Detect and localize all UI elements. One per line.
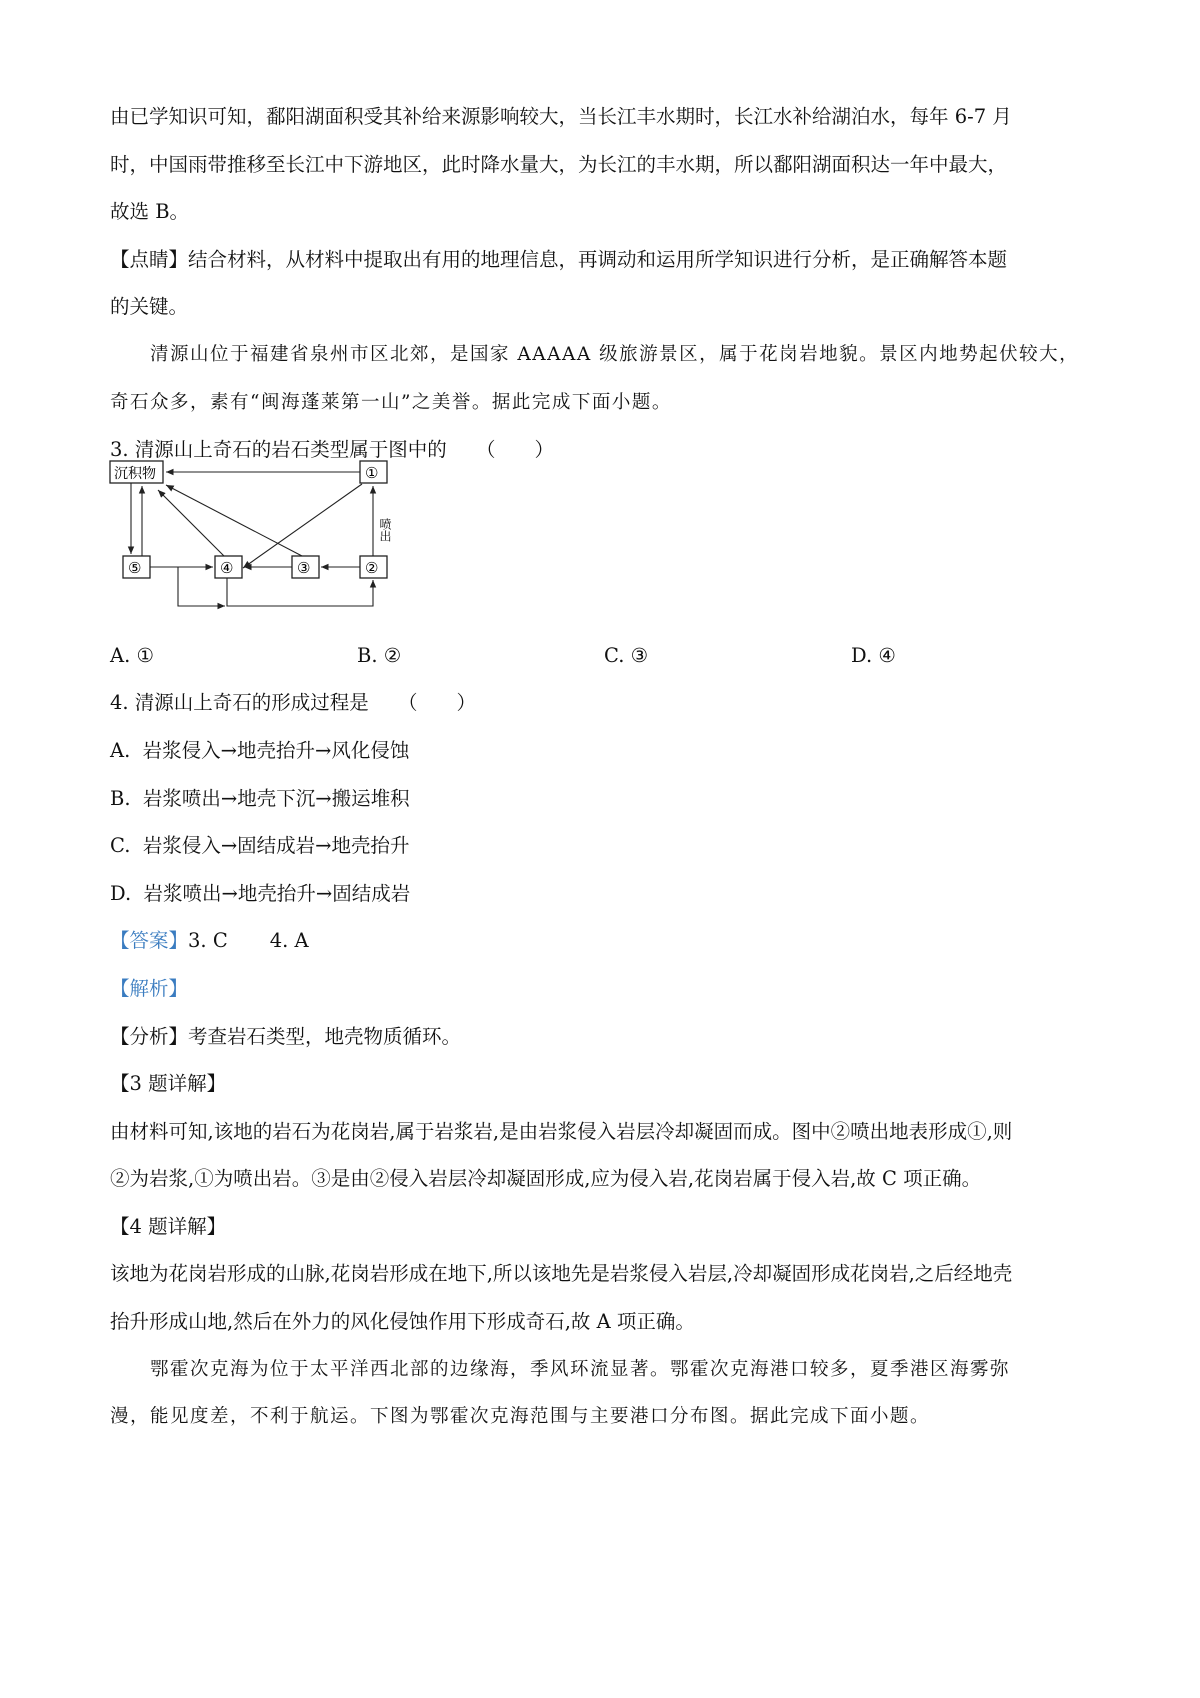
label-3: ③ bbox=[297, 558, 311, 577]
option-a: A. 岩浆侵入→地壳抬升→风化侵蚀 bbox=[110, 738, 410, 762]
rock-cycle-diagram bbox=[110, 463, 1100, 632]
material-line: 清源山位于福建省泉州市区北郊，是国家 AAAAA 级旅游景区，属于花岗岩地貌。景区内地势起伏较大， bbox=[150, 343, 1080, 365]
label-1: ① bbox=[365, 463, 379, 482]
arrow-4-sediment bbox=[158, 490, 224, 556]
jiexi-label: 【解析】 bbox=[110, 976, 189, 1000]
arrow-3-sediment bbox=[166, 485, 302, 556]
detail-3-title: 【3 题详解】 bbox=[110, 1072, 227, 1096]
question-3-options bbox=[110, 632, 1100, 680]
fenxi-line: 【分析】考查岩石类型，地壳物质循环。 bbox=[110, 1024, 462, 1048]
material-line: 漫，能见度差，不利于航运。下图为鄂霍次克海范围与主要港口分布图。据此完成下面小题。 bbox=[110, 1406, 931, 1428]
arrow-4-2 bbox=[227, 578, 373, 606]
label-5: ⑤ bbox=[128, 558, 142, 577]
option-d: D. 岩浆喷出→地壳抬升→固结成岩 bbox=[110, 881, 411, 905]
detail-3-line: 由材料可知,该地的岩石为花岗岩,属于岩浆岩,是由岩浆侵入岩层冷却凝固而成。图中②喷出地表形成①,则 bbox=[110, 1119, 1013, 1143]
option-c: C. ③ bbox=[604, 643, 649, 667]
label-sediment: 沉积物 bbox=[114, 465, 156, 482]
material-line: 鄂霍次克海为位于太平洋西北部的边缘海，季风环流显著。鄂霍次克海港口较多，夏季港区海雾弥 bbox=[150, 1358, 1011, 1380]
answer-4: 4. A bbox=[269, 929, 309, 953]
option-b: B. 岩浆喷出→地壳下沉→搬运堆积 bbox=[110, 786, 410, 810]
detail-4-title: 【4 题详解】 bbox=[110, 1214, 227, 1238]
detail-3-line: ②为岩浆,①为喷出岩。③是由②侵入岩层冷却凝固形成,应为侵入岩,花岗岩属于侵入岩,故 C 项正确。 bbox=[110, 1167, 982, 1191]
label-eruption: 喷出 bbox=[378, 517, 392, 542]
answer-line bbox=[110, 917, 1100, 965]
question-4-stem: 4. 清源山上奇石的形成过程是 （ ） bbox=[110, 691, 477, 715]
text-line: 时，中国雨带推移至长江中下游地区，此时降水量大，为长江的丰水期，所以鄱阳湖面积达一年中最大， bbox=[110, 152, 1008, 176]
option-a: A. ① bbox=[110, 643, 154, 667]
detail-4-line: 该地为花岗岩形成的山脉,花岗岩形成在地下,所以该地先是岩浆侵入岩层,冷却凝固形成花岗岩,之后经地壳 bbox=[110, 1262, 1013, 1286]
text-line: 由已学知识可知，鄱阳湖面积受其补给来源影响较大，当长江丰水期时，长江水补给湖泊水，每年 6-7 月 bbox=[110, 105, 1012, 128]
answer-3: 3. C bbox=[188, 929, 228, 953]
text-line: 故选 B。 bbox=[110, 200, 190, 224]
label-2: ② bbox=[365, 558, 379, 577]
material-line: 奇石众多，素有“闽海蓬莱第一山”之美誉。据此完成下面小题。 bbox=[110, 391, 672, 413]
answer-label: 【答案】 bbox=[110, 929, 189, 953]
option-c: C. 岩浆侵入→固结成岩→地壳抬升 bbox=[110, 834, 410, 858]
dianjing-line: 的关键。 bbox=[110, 295, 189, 319]
question-3-stem: 3. 清源山上奇石的岩石类型属于图中的 （ ） bbox=[110, 438, 555, 462]
detail-4-line: 抬升形成山地,然后在外力的风化侵蚀作用下形成奇石,故 A 项正确。 bbox=[110, 1310, 695, 1334]
option-b: B. ② bbox=[357, 643, 402, 667]
label-4: ④ bbox=[220, 558, 234, 577]
dianjing-line: 【点睛】结合材料，从材料中提取出有用的地理信息，再调动和运用所学知识进行分析，是正确解答本题 bbox=[110, 247, 1008, 271]
option-d: D. ④ bbox=[851, 643, 896, 667]
